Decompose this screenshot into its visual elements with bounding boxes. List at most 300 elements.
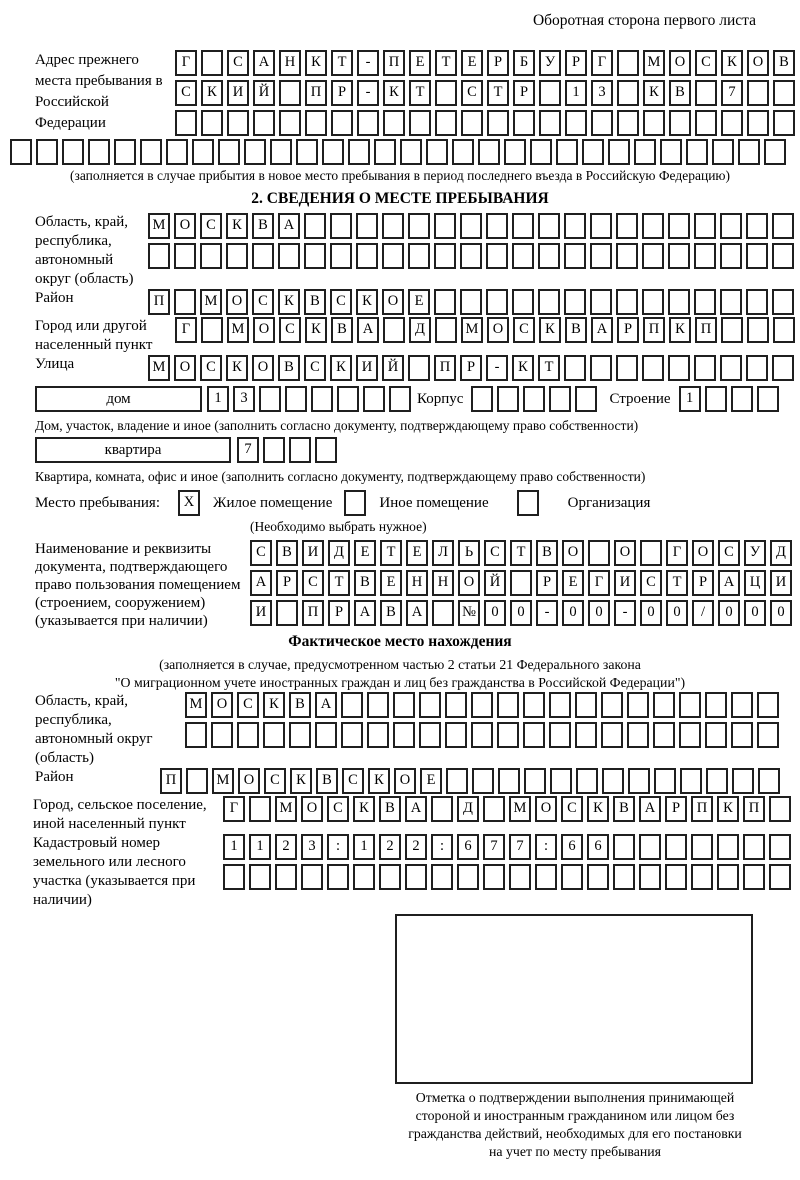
char-box[interactable] — [460, 213, 482, 239]
char-box[interactable]: Е — [406, 540, 428, 566]
char-box[interactable]: С — [330, 289, 352, 315]
char-box[interactable] — [259, 386, 281, 412]
char-box[interactable] — [642, 243, 664, 269]
char-box[interactable]: Л — [432, 540, 454, 566]
char-box[interactable]: : — [535, 834, 557, 860]
char-box[interactable]: Т — [328, 570, 350, 596]
char-box[interactable] — [497, 722, 519, 748]
char-box[interactable] — [356, 243, 378, 269]
char-box[interactable]: П — [160, 768, 182, 794]
char-box[interactable]: Н — [279, 50, 301, 76]
char-box[interactable]: К — [643, 80, 665, 106]
char-box[interactable] — [185, 722, 207, 748]
char-box[interactable] — [478, 139, 500, 165]
char-box[interactable]: А — [354, 600, 376, 626]
char-box[interactable] — [616, 213, 638, 239]
char-box[interactable] — [538, 243, 560, 269]
char-box[interactable]: С — [695, 50, 717, 76]
char-box[interactable] — [665, 834, 687, 860]
char-box[interactable] — [746, 213, 768, 239]
char-box[interactable]: С — [227, 50, 249, 76]
char-box[interactable] — [383, 317, 405, 343]
char-box[interactable]: О — [669, 50, 691, 76]
char-box[interactable]: В — [304, 289, 326, 315]
char-box[interactable] — [654, 768, 676, 794]
char-box[interactable]: В — [380, 600, 402, 626]
char-box[interactable] — [419, 722, 441, 748]
char-box[interactable]: О — [692, 540, 714, 566]
char-box[interactable] — [337, 386, 359, 412]
char-box[interactable]: К — [721, 50, 743, 76]
char-box[interactable] — [457, 864, 479, 890]
char-box[interactable]: А — [591, 317, 613, 343]
char-box[interactable] — [679, 692, 701, 718]
char-box[interactable] — [764, 139, 786, 165]
char-box[interactable] — [408, 213, 430, 239]
char-box[interactable] — [301, 864, 323, 890]
char-box[interactable] — [695, 80, 717, 106]
char-box[interactable] — [409, 110, 431, 136]
char-box[interactable] — [497, 692, 519, 718]
char-box[interactable]: Г — [588, 570, 610, 596]
char-box[interactable] — [510, 570, 532, 596]
char-box[interactable]: М — [212, 768, 234, 794]
char-box[interactable]: М — [461, 317, 483, 343]
char-box[interactable] — [330, 213, 352, 239]
char-box[interactable]: Е — [354, 540, 376, 566]
char-box[interactable]: 6 — [587, 834, 609, 860]
char-box[interactable]: О — [535, 796, 557, 822]
char-box[interactable] — [660, 139, 682, 165]
char-box[interactable] — [591, 110, 613, 136]
char-box[interactable] — [582, 139, 604, 165]
char-box[interactable] — [757, 692, 779, 718]
char-box[interactable] — [471, 386, 493, 412]
char-box[interactable]: - — [614, 600, 636, 626]
char-box[interactable]: П — [643, 317, 665, 343]
char-box[interactable]: О — [382, 289, 404, 315]
char-box[interactable] — [379, 864, 401, 890]
char-box[interactable] — [590, 289, 612, 315]
char-box[interactable]: Т — [409, 80, 431, 106]
char-box[interactable]: В — [379, 796, 401, 822]
char-box[interactable]: Т — [331, 50, 353, 76]
char-box[interactable] — [538, 289, 560, 315]
char-box[interactable] — [249, 864, 271, 890]
char-box[interactable] — [10, 139, 32, 165]
char-box[interactable]: О — [226, 289, 248, 315]
char-box[interactable] — [565, 110, 587, 136]
char-box[interactable]: Т — [666, 570, 688, 596]
char-box[interactable] — [408, 355, 430, 381]
char-box[interactable] — [523, 722, 545, 748]
char-box[interactable] — [602, 768, 624, 794]
char-box[interactable]: В — [565, 317, 587, 343]
char-box[interactable] — [669, 110, 691, 136]
char-box[interactable]: В — [252, 213, 274, 239]
char-box[interactable]: М — [643, 50, 665, 76]
char-box[interactable] — [746, 289, 768, 315]
char-box[interactable]: Д — [770, 540, 792, 566]
char-box[interactable]: К — [305, 317, 327, 343]
char-box[interactable] — [357, 110, 379, 136]
char-box[interactable]: В — [354, 570, 376, 596]
char-box[interactable]: 7 — [721, 80, 743, 106]
char-box[interactable] — [538, 213, 560, 239]
char-box[interactable] — [590, 213, 612, 239]
char-box[interactable] — [617, 110, 639, 136]
char-box[interactable] — [590, 355, 612, 381]
char-box[interactable] — [327, 864, 349, 890]
char-box[interactable]: К — [717, 796, 739, 822]
char-box[interactable] — [114, 139, 136, 165]
char-box[interactable] — [694, 289, 716, 315]
checkbox-inoe[interactable] — [344, 490, 366, 516]
char-box[interactable]: - — [486, 355, 508, 381]
char-box[interactable] — [634, 139, 656, 165]
char-box[interactable] — [315, 722, 337, 748]
char-box[interactable]: И — [227, 80, 249, 106]
char-box[interactable]: С — [200, 355, 222, 381]
char-box[interactable]: Р — [331, 80, 353, 106]
char-box[interactable] — [289, 722, 311, 748]
char-box[interactable]: Г — [175, 50, 197, 76]
char-box[interactable] — [601, 692, 623, 718]
char-box[interactable]: 0 — [562, 600, 584, 626]
char-box[interactable] — [408, 243, 430, 269]
char-box[interactable] — [627, 722, 649, 748]
char-box[interactable]: М — [185, 692, 207, 718]
char-box[interactable] — [434, 243, 456, 269]
char-box[interactable] — [512, 213, 534, 239]
char-box[interactable]: 0 — [666, 600, 688, 626]
char-box[interactable]: И — [614, 570, 636, 596]
char-box[interactable] — [275, 864, 297, 890]
char-box[interactable]: С — [484, 540, 506, 566]
char-box[interactable] — [705, 692, 727, 718]
char-box[interactable]: Т — [538, 355, 560, 381]
char-box[interactable]: О — [174, 213, 196, 239]
char-box[interactable] — [772, 355, 794, 381]
char-box[interactable] — [512, 243, 534, 269]
char-box[interactable]: 0 — [770, 600, 792, 626]
char-box[interactable] — [523, 386, 545, 412]
char-box[interactable] — [757, 722, 779, 748]
char-box[interactable]: 0 — [744, 600, 766, 626]
char-box[interactable]: И — [770, 570, 792, 596]
char-box[interactable] — [278, 243, 300, 269]
char-box[interactable] — [435, 317, 457, 343]
char-box[interactable]: Б — [513, 50, 535, 76]
char-box[interactable] — [452, 139, 474, 165]
char-box[interactable] — [471, 722, 493, 748]
char-box[interactable] — [296, 139, 318, 165]
char-box[interactable]: - — [536, 600, 558, 626]
char-box[interactable]: С — [718, 540, 740, 566]
char-box[interactable] — [616, 289, 638, 315]
char-box[interactable] — [389, 386, 411, 412]
char-box[interactable]: 6 — [561, 834, 583, 860]
char-box[interactable] — [498, 768, 520, 794]
char-box[interactable] — [773, 317, 795, 343]
char-box[interactable]: П — [305, 80, 327, 106]
char-box[interactable]: Г — [175, 317, 197, 343]
char-box[interactable] — [642, 289, 664, 315]
char-box[interactable] — [174, 243, 196, 269]
char-box[interactable]: С — [264, 768, 286, 794]
char-box[interactable] — [311, 386, 333, 412]
char-box[interactable]: П — [691, 796, 713, 822]
char-box[interactable]: Н — [432, 570, 454, 596]
char-box[interactable]: Е — [562, 570, 584, 596]
char-box[interactable] — [486, 243, 508, 269]
char-box[interactable]: К — [539, 317, 561, 343]
char-box[interactable]: К — [353, 796, 375, 822]
char-box[interactable]: 7 — [509, 834, 531, 860]
char-box[interactable] — [668, 355, 690, 381]
char-box[interactable] — [249, 796, 271, 822]
char-box[interactable] — [720, 213, 742, 239]
char-box[interactable]: О — [252, 355, 274, 381]
char-box[interactable]: - — [357, 50, 379, 76]
char-box[interactable]: В — [536, 540, 558, 566]
char-box[interactable]: С — [175, 80, 197, 106]
char-box[interactable] — [731, 386, 753, 412]
char-box[interactable]: К — [226, 355, 248, 381]
char-box[interactable] — [431, 864, 453, 890]
char-box[interactable] — [315, 437, 337, 463]
char-box[interactable] — [353, 864, 375, 890]
char-box[interactable] — [341, 692, 363, 718]
char-box[interactable]: А — [406, 600, 428, 626]
char-box[interactable]: М — [227, 317, 249, 343]
char-box[interactable]: С — [342, 768, 364, 794]
char-box[interactable] — [175, 110, 197, 136]
char-box[interactable] — [668, 243, 690, 269]
char-box[interactable] — [497, 386, 519, 412]
char-box[interactable] — [367, 722, 389, 748]
char-box[interactable] — [419, 692, 441, 718]
char-box[interactable]: С — [279, 317, 301, 343]
char-box[interactable] — [757, 386, 779, 412]
char-box[interactable]: В — [276, 540, 298, 566]
char-box[interactable] — [769, 796, 791, 822]
char-box[interactable] — [432, 600, 454, 626]
char-box[interactable] — [367, 692, 389, 718]
char-box[interactable] — [289, 437, 311, 463]
char-box[interactable]: С — [327, 796, 349, 822]
char-box[interactable]: В — [773, 50, 795, 76]
char-box[interactable]: Е — [380, 570, 402, 596]
char-box[interactable]: И — [302, 540, 324, 566]
char-box[interactable] — [252, 243, 274, 269]
char-box[interactable]: У — [744, 540, 766, 566]
char-box[interactable]: 1 — [565, 80, 587, 106]
char-box[interactable]: 0 — [588, 600, 610, 626]
char-box[interactable]: С — [461, 80, 483, 106]
char-box[interactable]: К — [290, 768, 312, 794]
char-box[interactable] — [426, 139, 448, 165]
char-box[interactable] — [746, 355, 768, 381]
char-box[interactable]: Р — [617, 317, 639, 343]
char-box[interactable] — [305, 110, 327, 136]
char-box[interactable]: Ц — [744, 570, 766, 596]
char-box[interactable] — [201, 317, 223, 343]
char-box[interactable] — [201, 50, 223, 76]
char-box[interactable] — [523, 692, 545, 718]
char-box[interactable] — [721, 317, 743, 343]
char-box[interactable] — [62, 139, 84, 165]
char-box[interactable]: Р — [536, 570, 558, 596]
char-box[interactable] — [575, 692, 597, 718]
char-box[interactable]: 0 — [510, 600, 532, 626]
char-box[interactable]: С — [640, 570, 662, 596]
char-box[interactable] — [706, 768, 728, 794]
char-box[interactable]: У — [539, 50, 561, 76]
char-box[interactable] — [330, 243, 352, 269]
char-box[interactable] — [686, 139, 708, 165]
char-box[interactable]: К — [330, 355, 352, 381]
char-box[interactable]: 6 — [457, 834, 479, 860]
char-box[interactable] — [270, 139, 292, 165]
char-box[interactable] — [564, 213, 586, 239]
char-box[interactable] — [705, 722, 727, 748]
char-box[interactable] — [642, 213, 664, 239]
char-box[interactable]: 0 — [640, 600, 662, 626]
char-box[interactable]: А — [253, 50, 275, 76]
char-box[interactable]: А — [357, 317, 379, 343]
char-box[interactable]: К — [512, 355, 534, 381]
char-box[interactable] — [588, 540, 610, 566]
char-box[interactable] — [382, 213, 404, 239]
char-box[interactable] — [405, 864, 427, 890]
char-box[interactable]: К — [305, 50, 327, 76]
char-box[interactable] — [509, 864, 531, 890]
char-box[interactable]: К — [587, 796, 609, 822]
char-box[interactable] — [174, 289, 196, 315]
char-box[interactable] — [504, 139, 526, 165]
char-box[interactable] — [590, 243, 612, 269]
char-box[interactable] — [192, 139, 214, 165]
char-box[interactable] — [617, 80, 639, 106]
char-box[interactable] — [374, 139, 396, 165]
char-box[interactable] — [717, 864, 739, 890]
char-box[interactable] — [435, 110, 457, 136]
char-box[interactable]: - — [357, 80, 379, 106]
char-box[interactable] — [743, 834, 765, 860]
char-box[interactable] — [680, 768, 702, 794]
char-box[interactable]: М — [148, 213, 170, 239]
char-box[interactable] — [211, 722, 233, 748]
char-box[interactable]: К — [356, 289, 378, 315]
char-box[interactable]: Т — [487, 80, 509, 106]
char-box[interactable] — [694, 355, 716, 381]
char-box[interactable]: О — [238, 768, 260, 794]
char-box[interactable]: 1 — [223, 834, 245, 860]
char-box[interactable] — [712, 139, 734, 165]
char-box[interactable]: М — [509, 796, 531, 822]
char-box[interactable] — [721, 110, 743, 136]
char-box[interactable] — [747, 80, 769, 106]
char-box[interactable] — [186, 768, 208, 794]
char-box[interactable] — [88, 139, 110, 165]
char-box[interactable] — [348, 139, 370, 165]
char-box[interactable]: К — [201, 80, 223, 106]
char-box[interactable] — [668, 289, 690, 315]
char-box[interactable]: Е — [420, 768, 442, 794]
char-box[interactable]: В — [331, 317, 353, 343]
char-box[interactable] — [613, 834, 635, 860]
char-box[interactable] — [747, 110, 769, 136]
char-box[interactable]: Н — [406, 570, 428, 596]
char-box[interactable] — [550, 768, 572, 794]
char-box[interactable]: И — [356, 355, 378, 381]
char-box[interactable] — [382, 243, 404, 269]
char-box[interactable] — [140, 139, 162, 165]
char-box[interactable]: 3 — [301, 834, 323, 860]
char-box[interactable]: А — [639, 796, 661, 822]
char-box[interactable] — [253, 110, 275, 136]
char-box[interactable] — [460, 243, 482, 269]
char-box[interactable] — [218, 139, 240, 165]
char-box[interactable]: М — [275, 796, 297, 822]
char-box[interactable] — [772, 243, 794, 269]
char-box[interactable] — [487, 110, 509, 136]
char-box[interactable] — [356, 213, 378, 239]
char-box[interactable] — [304, 243, 326, 269]
char-box[interactable]: О — [211, 692, 233, 718]
char-box[interactable] — [773, 110, 795, 136]
char-box[interactable] — [720, 289, 742, 315]
char-box[interactable] — [279, 110, 301, 136]
char-box[interactable]: Ь — [458, 540, 480, 566]
char-box[interactable]: Т — [380, 540, 402, 566]
char-box[interactable]: О — [174, 355, 196, 381]
char-box[interactable] — [530, 139, 552, 165]
char-box[interactable]: В — [278, 355, 300, 381]
char-box[interactable] — [627, 692, 649, 718]
char-box[interactable] — [539, 110, 561, 136]
char-box[interactable] — [512, 289, 534, 315]
char-box[interactable] — [731, 692, 753, 718]
char-box[interactable] — [483, 796, 505, 822]
char-box[interactable] — [731, 722, 753, 748]
char-box[interactable] — [431, 796, 453, 822]
char-box[interactable]: В — [316, 768, 338, 794]
char-box[interactable]: : — [327, 834, 349, 860]
char-box[interactable] — [643, 110, 665, 136]
char-box[interactable] — [322, 139, 344, 165]
char-box[interactable] — [564, 289, 586, 315]
char-box[interactable] — [695, 110, 717, 136]
char-box[interactable]: Г — [591, 50, 613, 76]
char-box[interactable] — [691, 834, 713, 860]
char-box[interactable]: С — [200, 213, 222, 239]
char-box[interactable] — [561, 864, 583, 890]
char-box[interactable] — [691, 864, 713, 890]
char-box[interactable] — [263, 722, 285, 748]
char-box[interactable]: А — [405, 796, 427, 822]
char-box[interactable] — [201, 110, 223, 136]
char-box[interactable] — [486, 289, 508, 315]
char-box[interactable] — [549, 692, 571, 718]
char-box[interactable] — [435, 80, 457, 106]
char-box[interactable] — [393, 692, 415, 718]
char-box[interactable]: П — [148, 289, 170, 315]
char-box[interactable] — [653, 722, 675, 748]
char-box[interactable]: Р — [487, 50, 509, 76]
char-box[interactable] — [148, 243, 170, 269]
